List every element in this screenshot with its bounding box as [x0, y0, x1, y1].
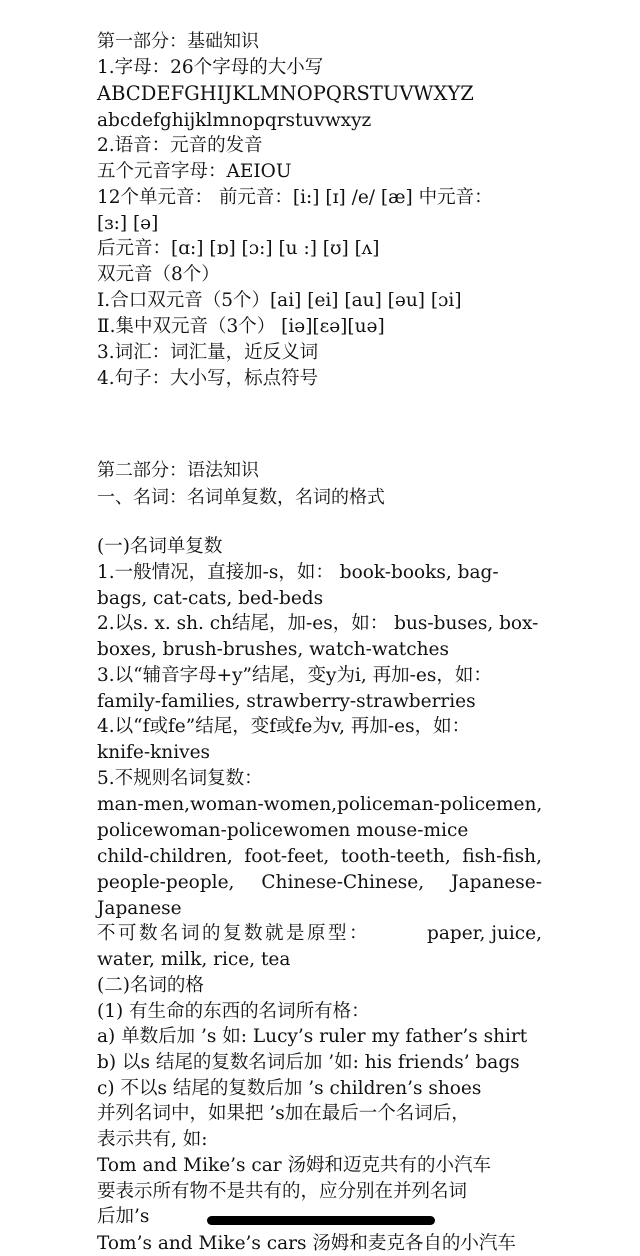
- part1-heading: 第一部分：基础知识: [97, 31, 259, 52]
- diphthongs-title: 双元音（8个）: [97, 264, 220, 285]
- phonetics-title: 2.语音：元音的发音: [97, 135, 263, 156]
- rule4-line2: knife-knives: [97, 742, 211, 763]
- irregular-line1: [97, 793, 542, 817]
- irregular-word: foot-feet,: [244, 846, 330, 867]
- cutoff-line: Tom’s and Mike’s cars 汤姆和麦克各自的小汽车: [97, 1233, 516, 1254]
- nouns-title: 一、名词：名词单复数，名词的格式: [97, 487, 385, 508]
- irregular-line4: [97, 871, 542, 895]
- rule1-line1: 1.一般情况，直接加-s，如： book-books, bag-: [97, 562, 499, 583]
- case-title: (二)名词的格: [97, 975, 204, 996]
- part2-heading: 第二部分：语法知识: [97, 460, 259, 481]
- joint-line2: 表示共有, 如:: [97, 1129, 208, 1150]
- irregular-line3: [97, 845, 542, 869]
- animate-title: (1) 有生命的东西的名词所有格：: [97, 1001, 370, 1022]
- uppercase-alphabet: ABCDEFGHIJKLMNOPQRSTUVWXYZ: [97, 82, 474, 105]
- irregular-word: man-men,: [97, 794, 191, 815]
- irregular-word: Japanese-: [451, 872, 542, 893]
- letters-title: 1.字母：26个字母的大小写: [97, 57, 324, 78]
- home-indicator[interactable]: [207, 1216, 435, 1225]
- vocabulary-line: 3.词汇：词汇量，近反义词: [97, 342, 319, 363]
- rule2-line2: boxes, brush-brushes, watch-watches: [97, 639, 449, 660]
- case-c: c) 不以s 结尾的复数后加 ’s children’s shoes: [97, 1078, 482, 1099]
- uncountable-line2: water, milk, rice, tea: [97, 949, 291, 970]
- joint-line1: 并列名词中，如果把 ’s加在最后一个名词后，: [97, 1103, 470, 1124]
- uncountable-line1: [97, 922, 542, 946]
- irregular-line2: policewoman-policewomen mouse-mice: [97, 820, 469, 841]
- irregular-word: people-people,: [97, 872, 235, 893]
- monophthongs-line2: [ɜ:] [ə]: [97, 213, 159, 234]
- centering-diphthongs: Ⅱ.集中双元音（3个） [iə][ɛə][uə]: [97, 316, 385, 337]
- joint-example: Tom and Mike’s car 汤姆和迈克共有的小汽车: [97, 1155, 492, 1176]
- closing-diphthongs: Ⅰ.合口双元音（5个）[ai] [ei] [au] [əu] [ɔi]: [97, 290, 462, 311]
- irregular-word: policeman-policemen,: [337, 794, 543, 815]
- case-b: b) 以s 结尾的复数名词后加 ’如: his friends’ bags: [97, 1052, 520, 1073]
- rule2-line1: 2.以s. x. sh. ch结尾，加-es，如： bus-buses, box-: [97, 613, 539, 634]
- rule1-line2: bags, cat-cats, bed-beds: [97, 588, 324, 609]
- lowercase-alphabet: abcdefghijklmnopqrstuvwxyz: [97, 110, 372, 131]
- back-vowels: 后元音：[ɑ:] [ɒ] [ɔ:] [u :] [ʊ] [ʌ]: [97, 238, 380, 259]
- irregular-word: tooth-teeth,: [340, 846, 451, 867]
- uncountable-examples: paper, juice,: [427, 923, 542, 944]
- irregular-word: woman-women,: [190, 794, 338, 815]
- sentences-line: 4.句子：大小写，标点符号: [97, 368, 319, 389]
- separate-line2: 后加’s: [97, 1206, 150, 1227]
- rule3-line2: family-families, strawberry-strawberries: [97, 691, 476, 712]
- five-vowels: 五个元音字母：AEIOU: [97, 161, 292, 182]
- monophthongs-line1: 12个单元音： 前元音：[i:] [ɪ] /e/ [æ] 中元音：: [97, 187, 493, 208]
- irregular-word: fish-fish,: [462, 846, 542, 867]
- rule3-line1: 3.以“辅音字母+y”结尾，变y为i, 再加-es，如：: [97, 665, 492, 686]
- separate-line1: 要表示所有物不是共有的，应分别在并列名词: [97, 1181, 468, 1202]
- irregular-line5: Japanese: [97, 898, 182, 919]
- rule4-line1: 4.以“f或fe”结尾，变f或fe为v, 再加-es，如：: [97, 716, 471, 737]
- irregular-word: child-children,: [97, 846, 233, 867]
- irregular-word: Chinese-Chinese,: [261, 872, 425, 893]
- case-a: a) 单数后加 ’s 如: Lucy’s ruler my father’s shirt: [97, 1026, 528, 1047]
- plural-title: (一)名词单复数: [97, 536, 223, 557]
- rule5-title: 5.不规则名词复数：: [97, 768, 263, 789]
- uncountable-label: 不可数名词的复数就是原型：: [97, 923, 371, 944]
